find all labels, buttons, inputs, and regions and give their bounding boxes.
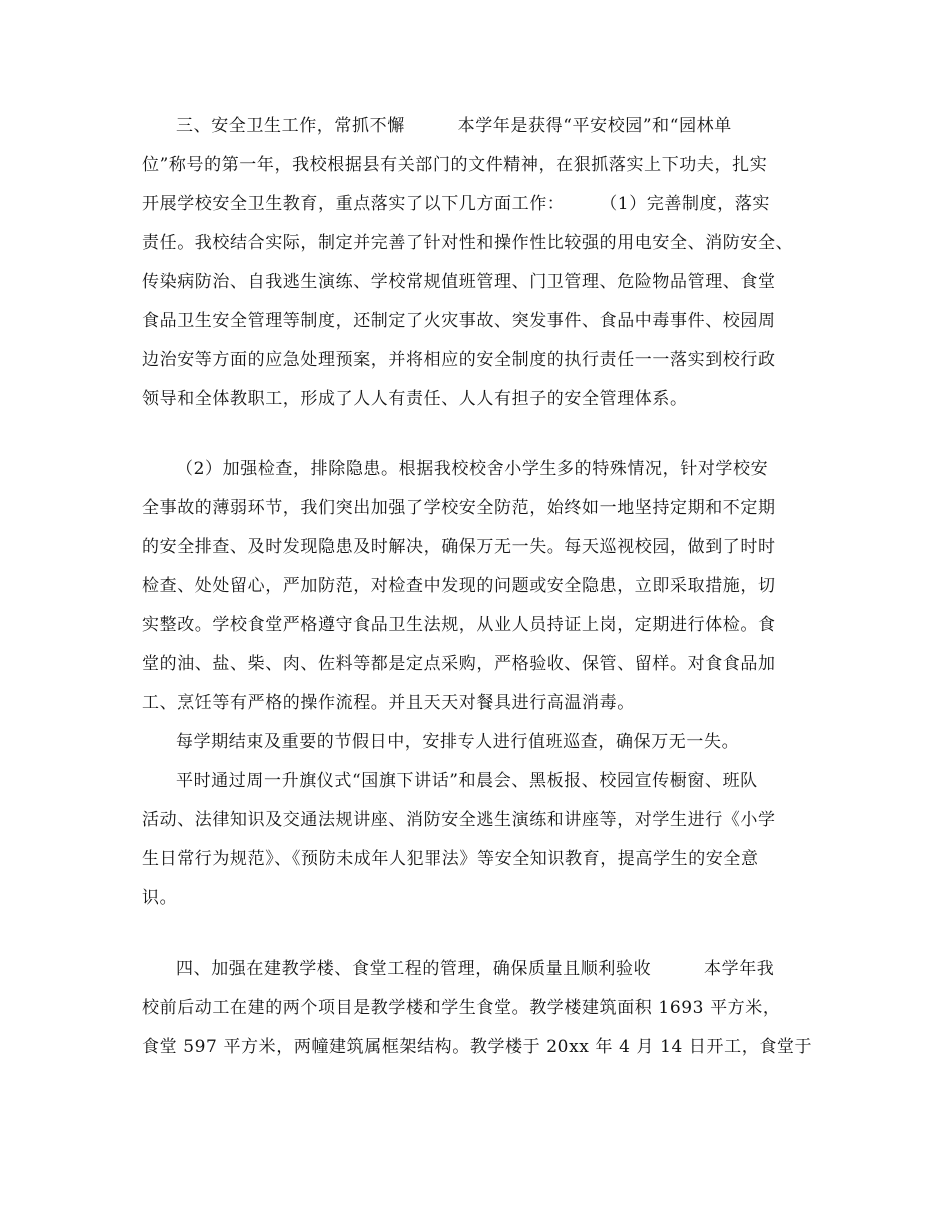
text-line: 食品卫生安全管理等制度，还制定了火灾事故、突发事件、食品中毒事件、校园周 bbox=[142, 311, 776, 331]
text-line: 传染病防治、自我逃生演练、学校常规值班管理、门卫管理、危险物品管理、食堂 bbox=[142, 272, 776, 292]
text-line: 工、烹饪等有严格的操作流程。并且天天对餐具进行高温消毒。 bbox=[142, 693, 635, 713]
text-line: 领导和全体教职工，形成了人人有责任、人人有担子的安全管理体系。 bbox=[142, 389, 688, 409]
text-line: 活动、法律知识及交通法规讲座、消防安全逃生演练和讲座等，对学生进行《小学 bbox=[142, 810, 776, 830]
text-line: 边治安等方面的应急处理预案，并将相应的安全制度的执行责任一一落实到校行政 bbox=[142, 350, 776, 370]
text-line: 每学期结束及重要的节假日中，安排专人进行值班巡查，确保万无一失。 bbox=[176, 732, 740, 752]
text-line: 的安全排查、及时发现隐患及时解决，确保万无一失。每天巡视校园，做到了时时 bbox=[142, 537, 776, 557]
text-line: 平时通过周一升旗仪式“国旗下讲话”和晨会、黑板报、校园宣传橱窗、班队 bbox=[176, 771, 758, 791]
text-line: 实整改。学校食堂严格遵守食品卫生法规，从业人员持证上岗，定期进行体检。食 bbox=[142, 615, 776, 635]
text-line: 检查、处处留心，严加防范，对检查中发现的问题或安全隐患，立即采取措施，切 bbox=[142, 576, 776, 596]
text-line: 识。 bbox=[142, 888, 178, 908]
text-line: 四、加强在建教学楼、食堂工程的管理，确保质量且顺利验收 本学年我 bbox=[176, 959, 775, 979]
text-line: 堂的油、盐、柴、肉、佐料等都是定点采购，严格验收、保管、留样。对食食品加 bbox=[142, 654, 776, 674]
text-line: （2）加强检查，排除隐患。根据我校校舍小学生多的特殊情况，针对学校安 bbox=[176, 459, 769, 479]
text-line: 全事故的薄弱环节，我们突出加强了学校安全防范，始终如一地坚持定期和不定期 bbox=[142, 498, 776, 518]
text-line: 三、安全卫生工作，常抓不懈 本学年是获得“平安校园”和“园林单 bbox=[176, 116, 732, 136]
text-line: 位”称号的第一年，我校根据县有关部门的文件精神，在狠抓落实上下功夫，扎实 bbox=[142, 155, 768, 175]
text-line: 开展学校安全卫生教育，重点落实了以下几方面工作： （1）完善制度，落实 bbox=[142, 194, 771, 214]
text-line: 食堂 597 平方米，两幢建筑属框架结构。教学楼于 20xx 年 4 月 14 日开工，食堂于 bbox=[142, 1037, 813, 1057]
text-line: 生日常行为规范》、《预防未成年人犯罪法》等安全知识教育，提高学生的安全意 bbox=[142, 849, 759, 869]
text-line: 责任。我校结合实际，制定并完善了针对性和操作性比较强的用电安全、消防安全、 bbox=[142, 233, 794, 253]
text-line: 校前后动工在建的两个项目是教学楼和学生食堂。教学楼建筑面积 1693 平方米， bbox=[142, 998, 781, 1018]
